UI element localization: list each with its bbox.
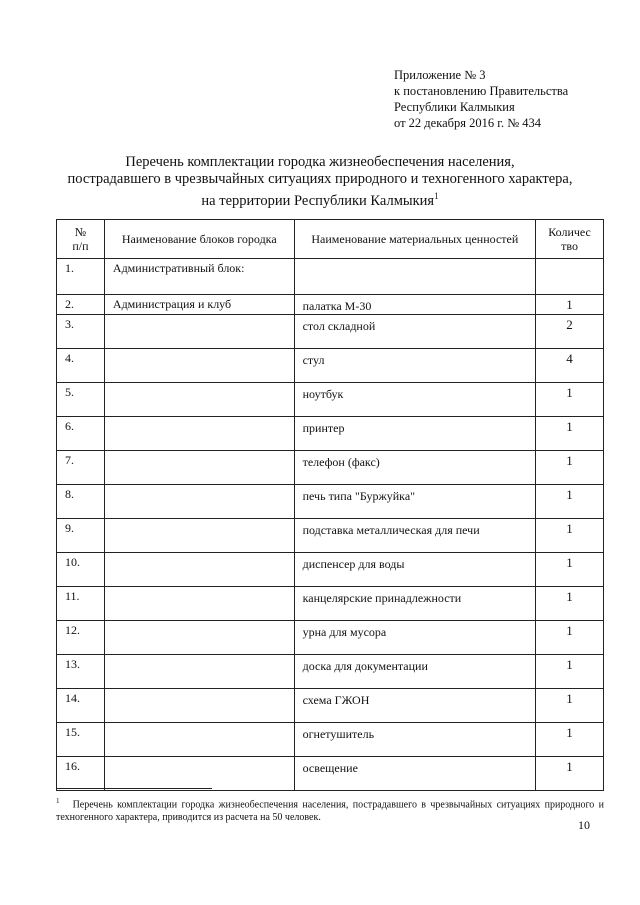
row-number: 5. <box>57 383 105 417</box>
row-number: 16. <box>57 757 105 791</box>
block-name <box>104 587 294 621</box>
block-name <box>104 519 294 553</box>
block-name: Административный блок: <box>104 259 294 295</box>
page-number: 10 <box>578 818 590 832</box>
table-row <box>57 315 604 349</box>
item-name: телефон (факс) <box>294 451 535 485</box>
row-number: 14. <box>57 689 105 723</box>
quantity: 1 <box>536 553 604 587</box>
row-number: 9. <box>57 519 105 553</box>
quantity: 1 <box>536 757 604 791</box>
table-row <box>57 587 604 621</box>
table-body <box>57 259 604 791</box>
quantity: 1 <box>536 621 604 655</box>
table-row <box>57 383 604 417</box>
table-row <box>57 757 604 791</box>
row-number: 11. <box>57 587 105 621</box>
block-name <box>104 757 294 791</box>
table-header-row <box>57 220 604 259</box>
item-name: диспенсер для воды <box>294 553 535 587</box>
item-name: ноутбук <box>294 383 535 417</box>
quantity: 1 <box>536 519 604 553</box>
footnote-number: 1 <box>56 797 60 805</box>
quantity: 1 <box>536 485 604 519</box>
document-title <box>0 154 640 210</box>
item-name: принтер <box>294 417 535 451</box>
item-name: освещение <box>294 757 535 791</box>
equipment-table <box>56 219 604 791</box>
table-row <box>57 349 604 383</box>
table-row <box>57 259 604 295</box>
row-number: 4. <box>57 349 105 383</box>
item-name: огнетушитель <box>294 723 535 757</box>
row-number: 13. <box>57 655 105 689</box>
row-number: 10. <box>57 553 105 587</box>
table-row <box>57 519 604 553</box>
item-name: подставка металлическая для печи <box>294 519 535 553</box>
block-name <box>104 689 294 723</box>
quantity: 1 <box>536 383 604 417</box>
block-name <box>104 349 294 383</box>
table-row <box>57 621 604 655</box>
item-name: схема ГЖОН <box>294 689 535 723</box>
quantity: 1 <box>536 587 604 621</box>
header-values: Наименование материальных ценностей <box>294 220 535 259</box>
item-name: стул <box>294 349 535 383</box>
quantity: 2 <box>536 315 604 349</box>
item-name <box>294 259 535 295</box>
title-line-2: пострадавшего в чрезвычайных ситуациях природного и техногенного характера, <box>67 171 573 187</box>
table-row <box>57 655 604 689</box>
item-name: урна для мусора <box>294 621 535 655</box>
row-number: 1. <box>57 259 105 295</box>
block-name <box>104 383 294 417</box>
title-line-3-text: на территории Республики Калмыкия <box>201 192 435 209</box>
item-name: печь типа "Буржуйка" <box>294 485 535 519</box>
header-num: № п/п <box>57 220 105 259</box>
table-row <box>57 417 604 451</box>
footnote <box>56 795 604 824</box>
quantity: 1 <box>536 451 604 485</box>
quantity <box>536 259 604 295</box>
title-line-1: Перечень комплектации городка жизнеобеспечения населения, <box>125 154 515 170</box>
block-name <box>104 417 294 451</box>
header-line: к постановлению Правительства <box>394 84 569 98</box>
block-name <box>104 485 294 519</box>
header-line: от 22 декабря 2016 г. № 434 <box>394 116 542 130</box>
footnote-divider <box>56 788 212 789</box>
row-number: 15. <box>57 723 105 757</box>
item-name: палатка М-30 <box>294 295 535 315</box>
table-row <box>57 689 604 723</box>
title-line-3 <box>0 188 640 210</box>
block-name <box>104 315 294 349</box>
table-row <box>57 553 604 587</box>
header-qty: Количес тво <box>536 220 604 259</box>
item-name: стол складной <box>294 315 535 349</box>
quantity: 1 <box>536 723 604 757</box>
table-row <box>57 723 604 757</box>
row-number: 12. <box>57 621 105 655</box>
quantity: 1 <box>536 655 604 689</box>
footnote-text: Перечень комплектации городка жизнеобеспечения населения, пострадавшего в чрезвычайных ситуациях природного и техногенного характера, приводится из расчета на 50 человек. <box>56 799 605 824</box>
header-line: Приложение № 3 <box>394 68 486 82</box>
row-number: 8. <box>57 485 105 519</box>
row-number: 3. <box>57 315 105 349</box>
row-number: 6. <box>57 417 105 451</box>
header-line: Республики Калмыкия <box>394 100 515 114</box>
quantity: 1 <box>536 689 604 723</box>
item-name: доска для документации <box>294 655 535 689</box>
table-row <box>57 485 604 519</box>
appendix-header <box>394 67 568 131</box>
table-row <box>57 295 604 315</box>
block-name <box>104 451 294 485</box>
quantity: 1 <box>536 417 604 451</box>
row-number: 2. <box>57 295 105 315</box>
row-number: 7. <box>57 451 105 485</box>
table-row <box>57 451 604 485</box>
quantity: 1 <box>536 295 604 315</box>
quantity: 4 <box>536 349 604 383</box>
block-name <box>104 553 294 587</box>
block-name: Администрация и клуб <box>104 295 294 315</box>
block-name <box>104 621 294 655</box>
header-blocks: Наименование блоков городка <box>104 220 294 259</box>
footnote-mark: 1 <box>434 191 439 201</box>
block-name <box>104 723 294 757</box>
block-name <box>104 655 294 689</box>
item-name: канцелярские принадлежности <box>294 587 535 621</box>
